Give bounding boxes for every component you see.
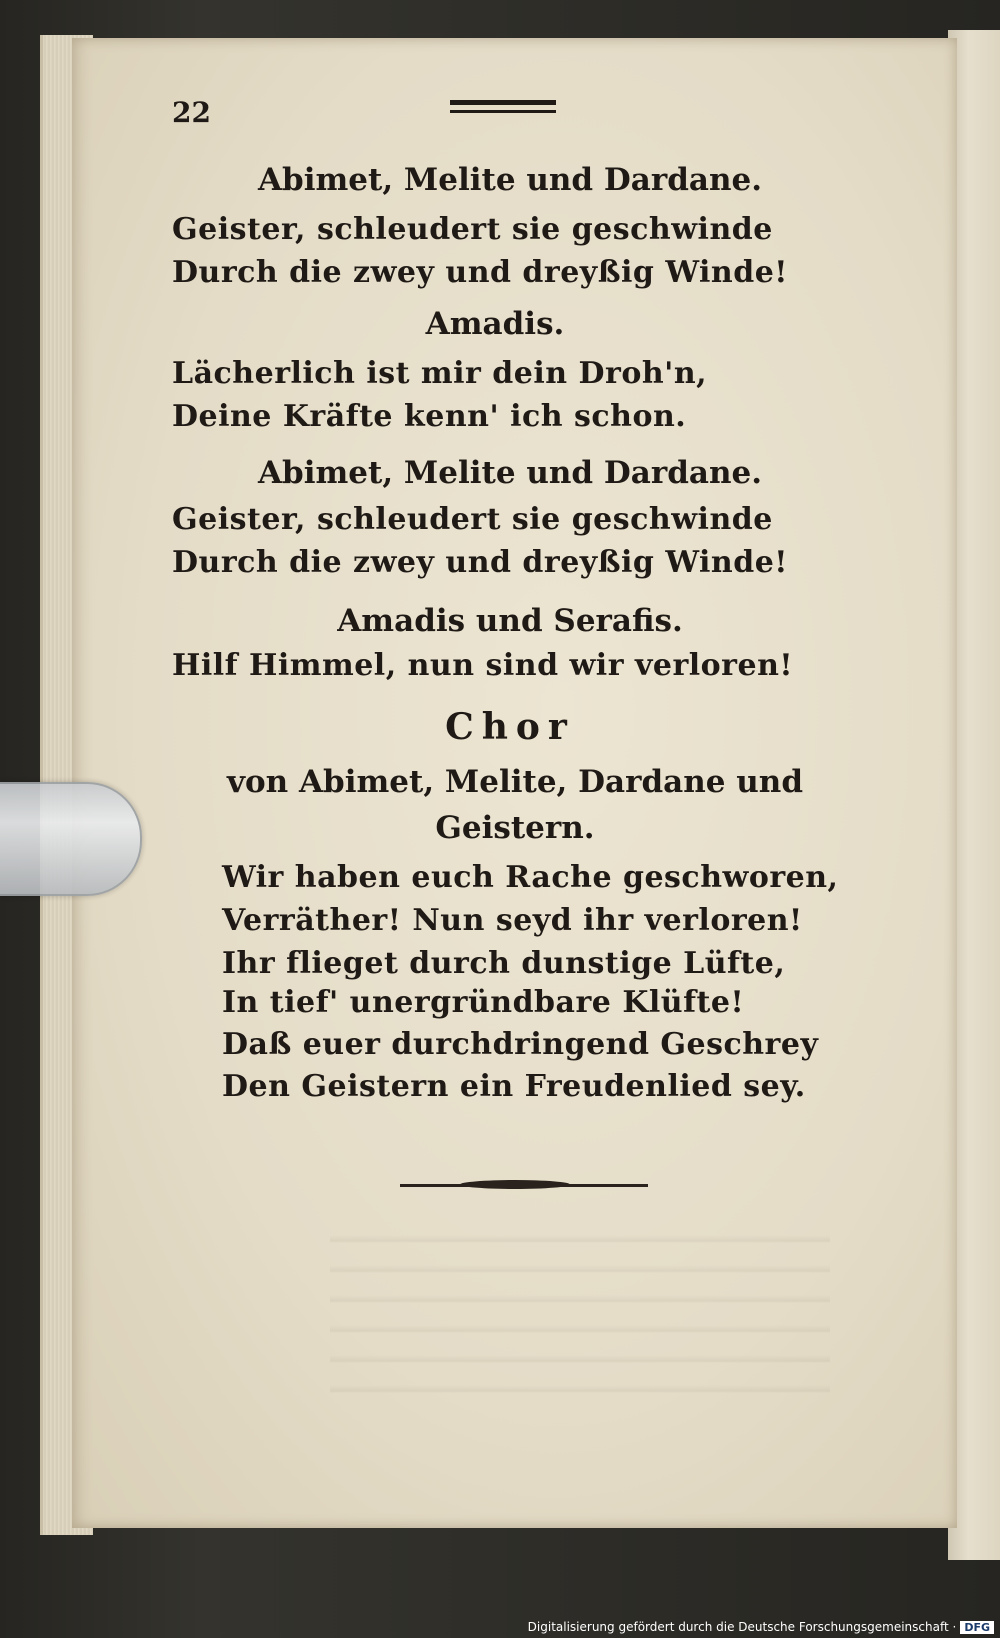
verse-line: Geister, schleudert sie geschwinde (172, 212, 773, 247)
show-through-decoration (330, 1215, 830, 1415)
verse-line: Ihr flieget durch dunstige Lüfte, (222, 946, 786, 981)
speaker-heading: Amadis. (425, 306, 565, 342)
header-ornament-rule-2 (450, 110, 556, 113)
verse-line: Den Geistern ein Freudenlied sey. (222, 1069, 806, 1104)
digitization-credit (528, 1617, 1000, 1638)
verse-line: Geister, schleudert sie geschwinde (172, 502, 773, 537)
page-clip (0, 782, 142, 896)
verse-line: Daß euer durchdringend Geschrey (222, 1027, 819, 1062)
header-ornament-rule (450, 100, 556, 105)
verse-line: Hilf Himmel, nun sind wir verloren! (172, 648, 794, 683)
verse-line: In tief' unergründbare Klüfte! (222, 985, 745, 1020)
verse-line: Deine Kräfte kenn' ich schon. (172, 399, 687, 434)
speaker-heading: Abimet, Melite und Dardane. (257, 455, 763, 491)
chorus-subtitle: von Abimet, Melite, Dardane und (226, 764, 804, 800)
verse-line: Verräther! Nun seyd ihr verloren! (222, 903, 803, 938)
chorus-subtitle: Geistern. (435, 810, 595, 846)
verse-line: Wir haben euch Rache geschworen, (222, 860, 839, 895)
page-number: 22 (172, 96, 211, 129)
closing-rule-ornament (460, 1180, 570, 1189)
credit-text: Digitalisierung gefördert durch die Deutsche Forschungsgemeinschaft · (527, 1620, 957, 1634)
speaker-heading: Amadis und Serafis. (337, 603, 683, 639)
chorus-title: Chor (445, 706, 575, 748)
dfg-logo: DFG (960, 1621, 994, 1634)
verse-line: Lächerlich ist mir dein Droh'n, (172, 356, 708, 391)
speaker-heading: Abimet, Melite und Dardane. (257, 162, 763, 198)
verse-line: Durch die zwey und dreyßig Winde! (172, 255, 788, 290)
verse-line: Durch die zwey und dreyßig Winde! (172, 545, 788, 580)
